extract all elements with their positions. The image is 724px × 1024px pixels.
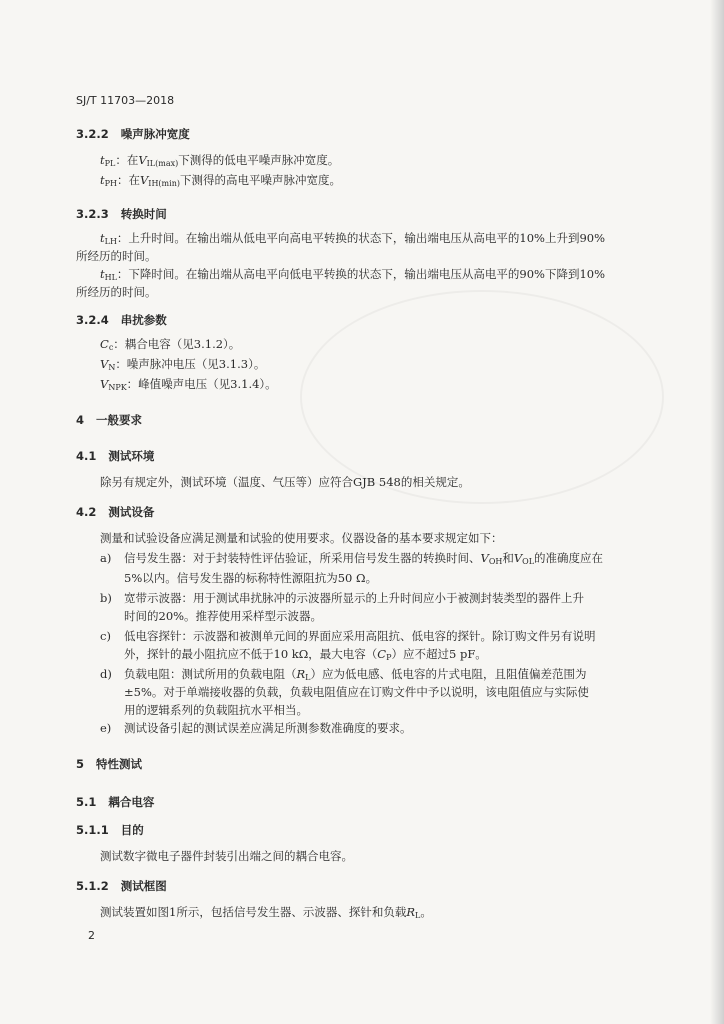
paragraph-5-1-1: 测试数字微电子器件封装引出端之间的耦合电容。: [100, 849, 353, 863]
def-tpl: [100, 152, 339, 172]
list-label-c: c): [100, 629, 111, 643]
symbol: V: [139, 173, 149, 187]
symbol: R: [296, 667, 306, 681]
heading-4: [76, 412, 142, 428]
list-label-d: d): [100, 667, 112, 681]
heading-5-1-2: [76, 878, 167, 894]
list-label-b: b): [100, 591, 112, 605]
section-number: 5.1: [76, 795, 97, 809]
paragraph-4-1: 除另有规定外，测试环境（温度、气压等）应符合GJB 548的相关规定。: [100, 475, 470, 489]
faint-seal-watermark: [300, 290, 664, 504]
list-item-e-line1: 测试设备引起的测试误差应满足所测参数准确度的要求。: [124, 721, 412, 735]
subscript: HL: [104, 273, 117, 282]
text: ：噪声脉冲电压（见3.1.3）。: [115, 357, 266, 371]
section-number: 3.2.3: [76, 207, 109, 221]
subscript: P: [386, 653, 392, 662]
heading-3-2-2: [76, 126, 190, 142]
heading-4-1: [76, 448, 154, 464]
heading-5: [76, 756, 142, 772]
subscript: N: [108, 363, 116, 372]
text: 外，探针的最小阻抗应不低于10 kΩ，最大电容（: [124, 647, 378, 661]
heading-3-2-3: [76, 206, 167, 222]
list-item-b-line1: 宽带示波器：用于测试串扰脉冲的示波器所显示的上升时间应小于被测封装类型的器件上升: [124, 591, 584, 605]
symbol: t: [100, 231, 105, 245]
section-title: 测试设备: [108, 505, 155, 519]
text: ：耦合电容（见3.1.2）。: [113, 337, 241, 351]
heading-3-2-4: [76, 312, 167, 328]
section-number: 5.1.1: [76, 823, 109, 837]
section-title: 串扰参数: [120, 313, 167, 327]
text: 。: [420, 905, 432, 919]
text: ：峰值噪声电压（见3.1.4）。: [126, 377, 277, 391]
section-title: 测试框图: [120, 879, 167, 893]
list-item-a-line2: 5%以内。信号发生器的标称特性源阻抗为50 Ω。: [124, 571, 378, 585]
doc-code: SJ/T 11703—2018: [76, 94, 175, 107]
section-number: 3.2.4: [76, 313, 109, 327]
subscript: IH(min): [148, 179, 180, 188]
symbol: V: [100, 357, 109, 371]
def-cc: [100, 336, 240, 356]
text: 下测得的高电平噪声脉冲宽度。: [179, 173, 341, 187]
section-number: 4.1: [76, 449, 97, 463]
list-item-b-line2: 时间的20%。推荐使用采样型示波器。: [124, 609, 323, 623]
subscript: LH: [104, 237, 117, 246]
text: 信号发生器：对于封装特性评估验证，所采用信号发生器的转换时间、: [124, 551, 481, 565]
section-number: 5.1.2: [76, 879, 109, 893]
def-thl-cont: 所经历的时间。: [76, 285, 157, 299]
list-item-c-line2: [124, 646, 487, 666]
section-title: 目的: [120, 823, 144, 837]
text: 负载电阻：测试所用的负载电阻（: [124, 667, 297, 681]
page-number: 2: [88, 929, 95, 942]
heading-5-1-1: [76, 822, 144, 838]
symbol: C: [377, 647, 387, 661]
scan-edge-shadow: [710, 0, 724, 1024]
text: 的准确度应在: [534, 551, 604, 565]
subscript: PL: [104, 159, 116, 168]
paragraph-5-1-2: [100, 904, 432, 924]
def-tlh-cont: 所经历的时间。: [76, 249, 157, 263]
list-item-a-line1: [124, 550, 603, 570]
text: ）应为低电感、低电容的片式电阻，且阻值偏差范围为: [310, 667, 587, 681]
section-title: 转换时间: [120, 207, 167, 221]
def-tlh: [100, 230, 605, 250]
list-label-e: e): [100, 721, 112, 735]
subscript: OL: [522, 557, 535, 566]
symbol: t: [100, 173, 105, 187]
text: 测试装置如图1所示，包括信号发生器、示波器、探针和负载: [100, 905, 407, 919]
text: ）应不超过5 pF。: [391, 647, 487, 661]
section-title: 噪声脉冲宽度: [120, 127, 190, 141]
symbol: V: [480, 551, 489, 565]
symbol: t: [100, 267, 105, 281]
subscript: L: [415, 911, 421, 920]
text: ：在: [116, 173, 140, 187]
def-tph: [100, 172, 341, 192]
section-number: 3.2.2: [76, 127, 109, 141]
subscript: PH: [104, 179, 117, 188]
symbol: V: [138, 153, 147, 167]
text: 和: [502, 551, 514, 565]
subscript: NPK: [108, 383, 127, 392]
section-title: 一般要求: [96, 413, 143, 427]
symbol: t: [100, 153, 105, 167]
symbol: C: [100, 337, 109, 351]
list-item-c-line1: 低电容探针：示波器和被测单元间的界面应采用高阻抗、低电容的探针。除订购文件另有说明: [124, 629, 596, 643]
symbol: V: [100, 377, 109, 391]
section-number: 4: [76, 413, 85, 427]
list-label-a: a): [100, 551, 112, 565]
def-vn: [100, 356, 265, 376]
paragraph-4-2-intro: 测量和试验设备应满足测量和试验的使用要求。仪器设备的基本要求规定如下：: [100, 531, 503, 545]
text: ：下降时间。在输出端从高电平向低电平转换的状态下，输出端电压从高电平的90%下降到10%: [116, 267, 606, 281]
subscript: OH: [488, 557, 503, 566]
symbol: V: [513, 551, 523, 565]
heading-5-1: [76, 794, 154, 810]
section-title: 测试环境: [108, 449, 155, 463]
list-item-d-line3: 用的逻辑系列的负载阻抗水平相当。: [124, 703, 308, 717]
section-number: 5: [76, 757, 85, 771]
subscript: L: [305, 673, 311, 682]
subscript: IL(max): [146, 159, 179, 168]
def-vnpk: [100, 376, 277, 396]
text: 下测得的低电平噪声脉冲宽度。: [178, 153, 340, 167]
section-number: 4.2: [76, 505, 97, 519]
list-item-d-line2: ±5%。对于单端接收器的负载，负载电阻值应在订购文件中予以说明，该电阻值应与实际使: [124, 685, 589, 699]
subscript: c: [108, 343, 114, 352]
symbol: R: [406, 905, 415, 919]
section-title: 耦合电容: [108, 795, 155, 809]
heading-4-2: [76, 504, 154, 520]
def-thl: [100, 266, 605, 286]
list-item-d-line1: [124, 666, 586, 686]
section-title: 特性测试: [96, 757, 143, 771]
text: ：在: [115, 153, 139, 167]
text: ：上升时间。在输出端从低电平向高电平转换的状态下，输出端电压从高电平的10%上升到90%: [116, 231, 606, 245]
